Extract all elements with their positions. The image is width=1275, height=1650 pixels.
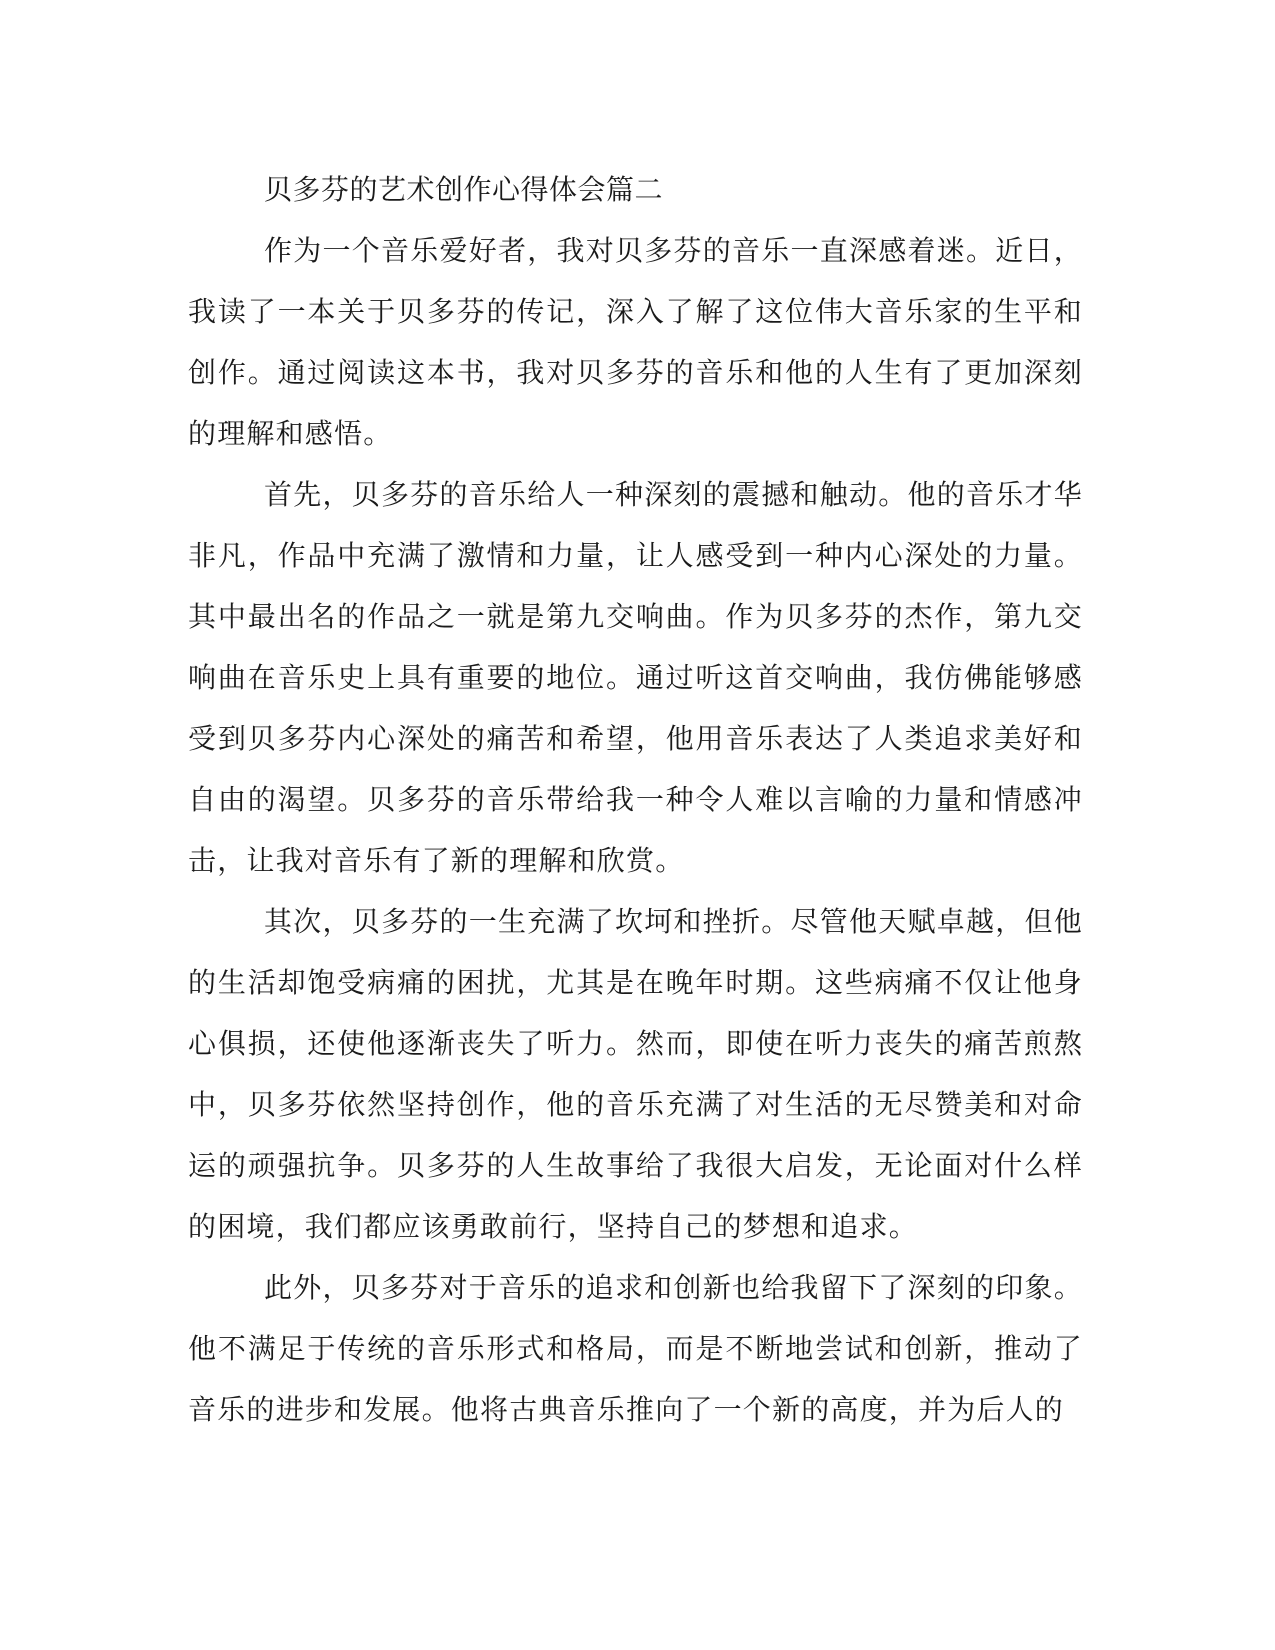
paragraph-intro: 作为一个音乐爱好者，我对贝多芬的音乐一直深感着迷。近日，我读了一本关于贝多芬的传记，深入了解了这位伟大音乐家的生平和创作。通过阅读这本书，我对贝多芬的音乐和他的人生有了更加深刻的理解和感悟。 [188, 234, 1083, 450]
paragraph-innovation: 此外，贝多芬对于音乐的追求和创新也给我留下了深刻的印象。他不满足于传统的音乐形式和格局，而是不断地尝试和创新，推动了音乐的进步和发展。他将古典音乐推向了一个新的高度，并为后人的 [188, 1271, 1083, 1426]
document-body [188, 160, 1083, 1440]
paragraph-life-hardship: 其次，贝多芬的一生充满了坎坷和挫折。尽管他天赋卓越，但他的生活却饱受病痛的困扰，尤其是在晚年时期。这些病痛不仅让他身心俱损，还使他逐渐丧失了听力。然而，即使在听力丧失的痛苦煎熬中，贝多芬依然坚持创作，他的音乐充满了对生活的无尽赞美和对命运的顽强抗争。贝多芬的人生故事给了我很大启发，无论面对什么样的困境，我们都应该勇敢前行，坚持自己的梦想和追求。 [188, 905, 1083, 1243]
paragraph-music-impact: 首先，贝多芬的音乐给人一种深刻的震撼和触动。他的音乐才华非凡，作品中充满了激情和力量，让人感受到一种内心深处的力量。其中最出名的作品之一就是第九交响曲。作为贝多芬的杰作，第九交响曲在音乐史上具有重要的地位。通过听这首交响曲，我仿佛能够感受到贝多芬内心深处的痛苦和希望，他用音乐表达了人类追求美好和自由的渴望。贝多芬的音乐带给我一种令人难以言喻的力量和情感冲击，让我对音乐有了新的理解和欣赏。 [188, 478, 1083, 877]
document-title: 贝多芬的艺术创作心得体会篇二 [264, 173, 664, 206]
